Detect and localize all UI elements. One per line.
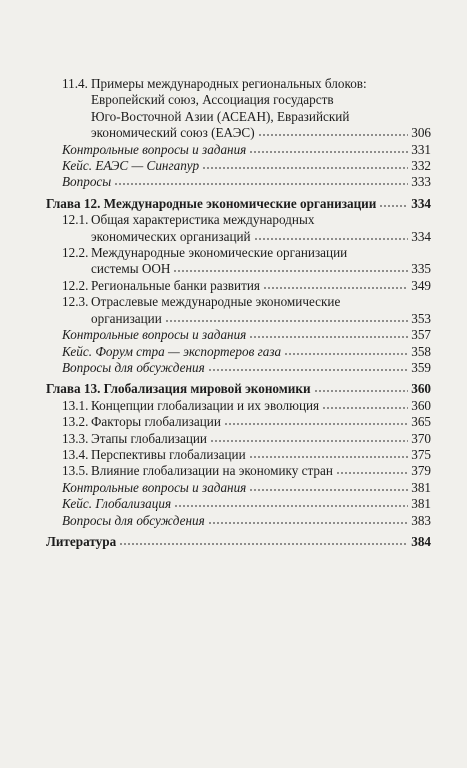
dot-leader bbox=[258, 133, 409, 137]
dot-leader bbox=[165, 319, 408, 323]
toc-entry-line: Влияние глобализации на экономику стран bbox=[91, 463, 333, 479]
toc-entry-title: Кейс. ЕАЭС — Сингапур bbox=[62, 158, 200, 174]
dot-leader bbox=[208, 521, 408, 525]
toc-page-number: 383 bbox=[411, 512, 431, 528]
toc-entry-discussion bbox=[46, 360, 431, 376]
toc-entry-discussion bbox=[46, 513, 431, 529]
dot-leader bbox=[284, 352, 408, 356]
toc-entry-line: Региональные банки развития bbox=[91, 277, 260, 293]
toc-chapter-12 bbox=[46, 196, 431, 212]
toc-entry-case bbox=[46, 344, 431, 360]
dot-leader bbox=[249, 455, 409, 459]
toc-page-number: 360 bbox=[411, 397, 431, 413]
toc-page-number: 384 bbox=[411, 533, 431, 549]
toc-entry-line: экономических организаций bbox=[91, 228, 251, 244]
toc-entry-line: Общая характеристика международных bbox=[91, 212, 315, 228]
toc-entry-questions bbox=[46, 327, 431, 343]
toc-entry-discussion bbox=[46, 174, 431, 190]
toc-section-number: 13.2. bbox=[62, 414, 89, 430]
dot-leader bbox=[114, 182, 408, 186]
toc-entry-line: Примеры международных региональных блоков: bbox=[91, 76, 367, 91]
toc-literature bbox=[46, 534, 431, 550]
toc-page-number: 334 bbox=[411, 195, 431, 211]
toc-entry-line: Концепции глобализации и их эволюция bbox=[91, 397, 320, 413]
dot-leader bbox=[249, 335, 408, 339]
toc-entry-line: Международные экономические организации bbox=[91, 245, 348, 261]
dot-leader bbox=[254, 237, 409, 241]
toc-page-number: 333 bbox=[411, 174, 431, 190]
toc-chapter-13 bbox=[46, 381, 431, 397]
toc-entry-line: Этапы глобализации bbox=[91, 430, 207, 446]
toc-entry-line: Юго-Восточной Азии (АСЕАН), Евразийский bbox=[91, 108, 350, 124]
dot-leader bbox=[322, 406, 408, 410]
toc-entry-12-1 bbox=[46, 212, 431, 245]
toc-page-number: 335 bbox=[411, 261, 431, 277]
toc-page-number: 379 bbox=[411, 463, 431, 479]
toc-entry-line: Европейский союз, Ассоциация государств bbox=[91, 92, 334, 108]
toc-entry-13-4 bbox=[46, 447, 431, 463]
toc-entry-13-3 bbox=[46, 431, 431, 447]
toc-page-number: 353 bbox=[411, 310, 431, 326]
toc-page-number: 375 bbox=[411, 446, 431, 462]
dot-leader bbox=[314, 389, 409, 393]
toc-entry-line: экономический союз (ЕАЭС) bbox=[91, 125, 255, 141]
toc-page-number: 360 bbox=[411, 381, 431, 397]
toc-page-number: 370 bbox=[411, 430, 431, 446]
dot-leader bbox=[210, 439, 408, 443]
toc-page-number: 306 bbox=[411, 125, 431, 141]
toc-page-number: 365 bbox=[411, 414, 431, 430]
dot-leader bbox=[173, 269, 408, 273]
toc-entry-12-2 bbox=[46, 245, 431, 278]
toc-entry-title: Кейс. Форум стра — экспортеров газа bbox=[62, 343, 282, 359]
dot-leader bbox=[249, 488, 408, 492]
dot-leader bbox=[202, 166, 408, 170]
dot-leader bbox=[119, 542, 408, 546]
toc-section-number: 11.4. bbox=[62, 76, 88, 91]
toc-page-number: 331 bbox=[411, 141, 431, 157]
toc-entry-13-5 bbox=[46, 463, 431, 479]
toc-entry-line: организации bbox=[91, 310, 162, 326]
toc-entry-case bbox=[46, 158, 431, 174]
toc-page-number: 381 bbox=[411, 479, 431, 495]
toc-entry-title: Контрольные вопросы и задания bbox=[62, 327, 247, 343]
toc-entry-title: Кейс. Глобализация bbox=[62, 496, 172, 512]
toc-section-number: 12.1. bbox=[62, 212, 89, 228]
toc-entry-line: Перспективы глобализации bbox=[91, 446, 246, 462]
toc-page-number: 359 bbox=[411, 359, 431, 375]
toc-section-number: 13.5. bbox=[62, 463, 89, 479]
dot-leader bbox=[379, 204, 408, 208]
toc-entry-questions bbox=[46, 142, 431, 158]
toc-entry-12-3 bbox=[46, 294, 431, 327]
toc-section-number: 13.4. bbox=[62, 446, 89, 462]
toc-entry-11-4 bbox=[46, 76, 431, 142]
toc-entry-12-2b bbox=[46, 278, 431, 294]
toc-entry-13-1 bbox=[46, 398, 431, 414]
toc-page-number: 349 bbox=[411, 277, 431, 293]
table-of-contents bbox=[46, 76, 431, 550]
toc-page-number: 358 bbox=[411, 343, 431, 359]
toc-entry-line: Отраслевые международные экономические bbox=[91, 294, 341, 310]
toc-entry-title: Вопросы для обсуждения bbox=[62, 512, 205, 528]
dot-leader bbox=[208, 368, 408, 372]
toc-section-number: 12.2. bbox=[62, 245, 89, 261]
toc-entry-case bbox=[46, 496, 431, 512]
toc-entry-title: Контрольные вопросы и задания bbox=[62, 479, 247, 495]
toc-entry-title: Контрольные вопросы и задания bbox=[62, 141, 247, 157]
toc-entry-title: Вопросы bbox=[62, 174, 112, 190]
toc-page-number: 332 bbox=[411, 158, 431, 174]
toc-section-number: 12.3. bbox=[62, 294, 89, 310]
toc-entry-title: Вопросы для обсуждения bbox=[62, 359, 205, 375]
toc-entry-questions bbox=[46, 480, 431, 496]
toc-section-number: 13.3. bbox=[62, 430, 89, 446]
toc-section-number: 13.1. bbox=[62, 397, 89, 413]
toc-page-number: 334 bbox=[411, 228, 431, 244]
dot-leader bbox=[249, 150, 408, 154]
toc-page-number: 381 bbox=[411, 496, 431, 512]
dot-leader bbox=[174, 504, 408, 508]
toc-entry-13-2 bbox=[46, 414, 431, 430]
toc-chapter-title: Литература bbox=[46, 533, 117, 549]
dot-leader bbox=[336, 471, 408, 475]
dot-leader bbox=[263, 286, 408, 290]
toc-page-number: 357 bbox=[411, 327, 431, 343]
toc-entry-line: системы ООН bbox=[91, 261, 171, 277]
toc-section-number: 12.2. bbox=[62, 277, 89, 293]
toc-chapter-title: Глава 13. Глобализация мировой экономики bbox=[46, 381, 311, 397]
dot-leader bbox=[224, 422, 408, 426]
toc-entry-line: Факторы глобализации bbox=[91, 414, 221, 430]
toc-chapter-title: Глава 12. Международные экономические организации bbox=[46, 195, 377, 211]
